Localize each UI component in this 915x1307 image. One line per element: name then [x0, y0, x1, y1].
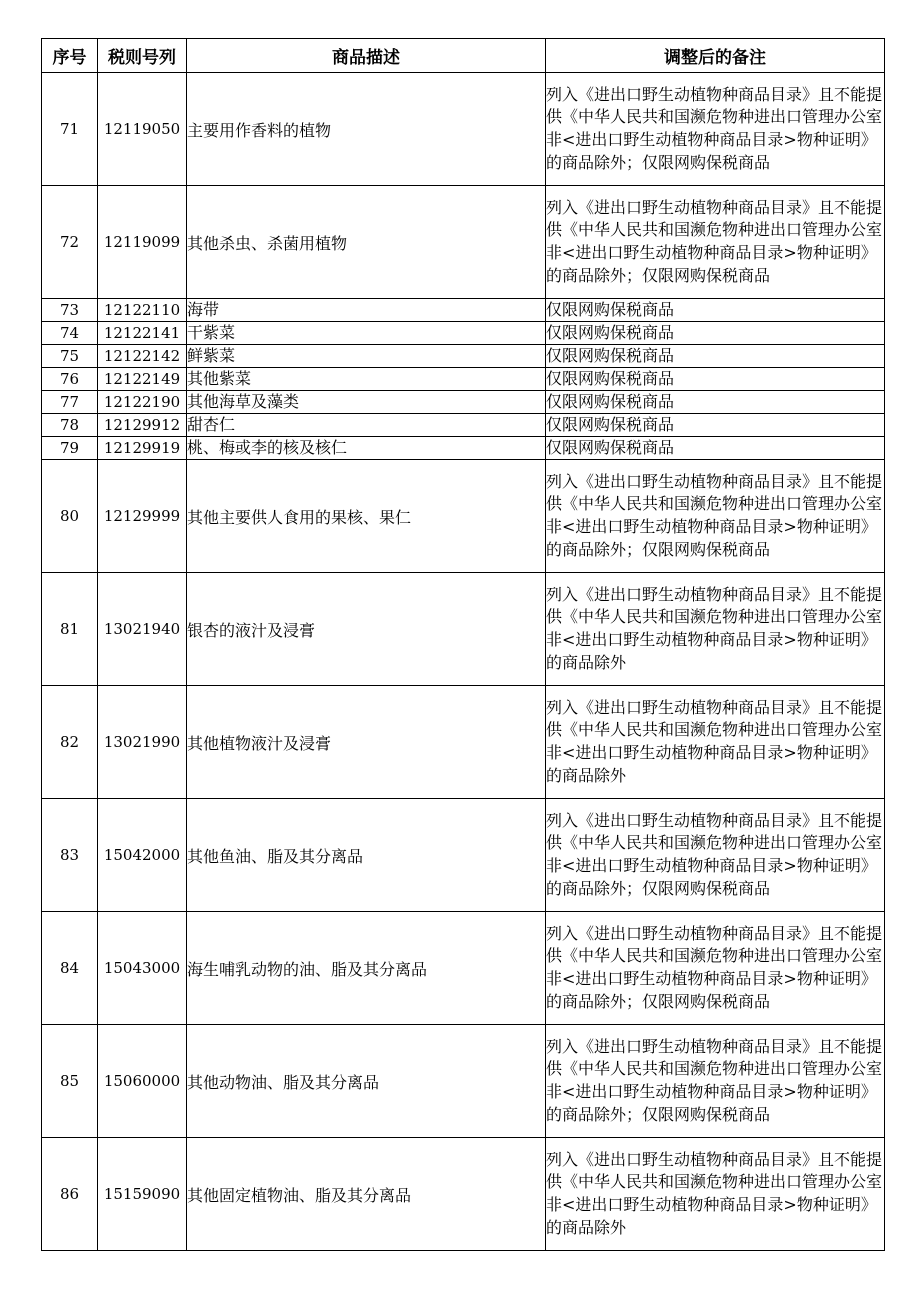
table-row	[42, 573, 885, 686]
header-row	[42, 39, 885, 73]
row-desc: 其他主要供人食用的果核、果仁	[187, 460, 546, 573]
row-code: 12122142	[98, 345, 187, 368]
row-seq: 82	[42, 686, 98, 799]
row-code: 12122110	[98, 299, 187, 322]
row-code: 12122190	[98, 391, 187, 414]
row-desc: 海生哺乳动物的油、脂及其分离品	[187, 912, 546, 1025]
row-note: 仅限网购保税商品	[546, 345, 885, 368]
row-code: 12129912	[98, 414, 187, 437]
row-note: 列入《进出口野生动植物种商品目录》且不能提供《中华人民共和国濒危物种进出口管理办公室非<进出口野生动植物种商品目录>物种证明》的商品除外；仅限网购保税商品	[546, 1025, 885, 1138]
row-note: 仅限网购保税商品	[546, 437, 885, 460]
table-row	[42, 1138, 885, 1251]
row-code: 13021940	[98, 573, 187, 686]
row-note: 仅限网购保税商品	[546, 322, 885, 345]
row-code: 12129999	[98, 460, 187, 573]
table-row	[42, 686, 885, 799]
row-note: 列入《进出口野生动植物种商品目录》且不能提供《中华人民共和国濒危物种进出口管理办公室非<进出口野生动植物种商品目录>物种证明》的商品除外；仅限网购保税商品	[546, 912, 885, 1025]
header-code: 税则号列	[98, 39, 187, 73]
row-desc: 其他动物油、脂及其分离品	[187, 1025, 546, 1138]
goods-table	[41, 38, 885, 1251]
row-code: 12122149	[98, 368, 187, 391]
row-code: 13021990	[98, 686, 187, 799]
row-seq: 76	[42, 368, 98, 391]
row-seq: 73	[42, 299, 98, 322]
row-code: 12119050	[98, 73, 187, 186]
row-seq: 81	[42, 573, 98, 686]
row-code: 12119099	[98, 186, 187, 299]
row-note: 列入《进出口野生动植物种商品目录》且不能提供《中华人民共和国濒危物种进出口管理办公室非<进出口野生动植物种商品目录>物种证明》的商品除外；仅限网购保税商品	[546, 799, 885, 912]
row-desc: 银杏的液汁及浸膏	[187, 573, 546, 686]
table-row	[42, 322, 885, 345]
row-note: 列入《进出口野生动植物种商品目录》且不能提供《中华人民共和国濒危物种进出口管理办公室非<进出口野生动植物种商品目录>物种证明》的商品除外；仅限网购保税商品	[546, 186, 885, 299]
row-desc: 甜杏仁	[187, 414, 546, 437]
table-row	[42, 437, 885, 460]
row-seq: 75	[42, 345, 98, 368]
row-code: 15159090	[98, 1138, 187, 1251]
row-desc: 干紫菜	[187, 322, 546, 345]
row-seq: 85	[42, 1025, 98, 1138]
row-note: 仅限网购保税商品	[546, 368, 885, 391]
row-note: 仅限网购保税商品	[546, 299, 885, 322]
row-desc: 主要用作香料的植物	[187, 73, 546, 186]
row-desc: 海带	[187, 299, 546, 322]
row-code: 15042000	[98, 799, 187, 912]
table-row	[42, 368, 885, 391]
table-row	[42, 186, 885, 299]
table-row	[42, 1025, 885, 1138]
row-desc: 其他紫菜	[187, 368, 546, 391]
table-row	[42, 299, 885, 322]
row-desc: 桃、梅或李的核及核仁	[187, 437, 546, 460]
row-desc: 其他植物液汁及浸膏	[187, 686, 546, 799]
table-row	[42, 345, 885, 368]
row-desc: 其他鱼油、脂及其分离品	[187, 799, 546, 912]
header-desc: 商品描述	[187, 39, 546, 73]
row-desc: 其他海草及藻类	[187, 391, 546, 414]
row-note: 列入《进出口野生动植物种商品目录》且不能提供《中华人民共和国濒危物种进出口管理办公室非<进出口野生动植物种商品目录>物种证明》的商品除外	[546, 686, 885, 799]
row-seq: 83	[42, 799, 98, 912]
row-seq: 78	[42, 414, 98, 437]
row-note: 仅限网购保税商品	[546, 391, 885, 414]
row-code: 15043000	[98, 912, 187, 1025]
row-seq: 77	[42, 391, 98, 414]
table-row	[42, 391, 885, 414]
row-seq: 72	[42, 186, 98, 299]
row-desc: 其他固定植物油、脂及其分离品	[187, 1138, 546, 1251]
row-note: 列入《进出口野生动植物种商品目录》且不能提供《中华人民共和国濒危物种进出口管理办公室非<进出口野生动植物种商品目录>物种证明》的商品除外；仅限网购保税商品	[546, 460, 885, 573]
row-seq: 84	[42, 912, 98, 1025]
table-row	[42, 414, 885, 437]
table-row	[42, 799, 885, 912]
row-note: 列入《进出口野生动植物种商品目录》且不能提供《中华人民共和国濒危物种进出口管理办公室非<进出口野生动植物种商品目录>物种证明》的商品除外	[546, 573, 885, 686]
header-note: 调整后的备注	[546, 39, 885, 73]
row-note: 仅限网购保税商品	[546, 414, 885, 437]
row-seq: 74	[42, 322, 98, 345]
row-desc: 其他杀虫、杀菌用植物	[187, 186, 546, 299]
table-row	[42, 73, 885, 186]
table-row	[42, 460, 885, 573]
row-code: 15060000	[98, 1025, 187, 1138]
row-code: 12129919	[98, 437, 187, 460]
row-desc: 鲜紫菜	[187, 345, 546, 368]
row-note: 列入《进出口野生动植物种商品目录》且不能提供《中华人民共和国濒危物种进出口管理办公室非<进出口野生动植物种商品目录>物种证明》的商品除外	[546, 1138, 885, 1251]
row-seq: 86	[42, 1138, 98, 1251]
header-seq: 序号	[42, 39, 98, 73]
table-row	[42, 912, 885, 1025]
row-seq: 79	[42, 437, 98, 460]
row-code: 12122141	[98, 322, 187, 345]
row-note: 列入《进出口野生动植物种商品目录》且不能提供《中华人民共和国濒危物种进出口管理办公室非<进出口野生动植物种商品目录>物种证明》的商品除外；仅限网购保税商品	[546, 73, 885, 186]
row-seq: 71	[42, 73, 98, 186]
row-seq: 80	[42, 460, 98, 573]
